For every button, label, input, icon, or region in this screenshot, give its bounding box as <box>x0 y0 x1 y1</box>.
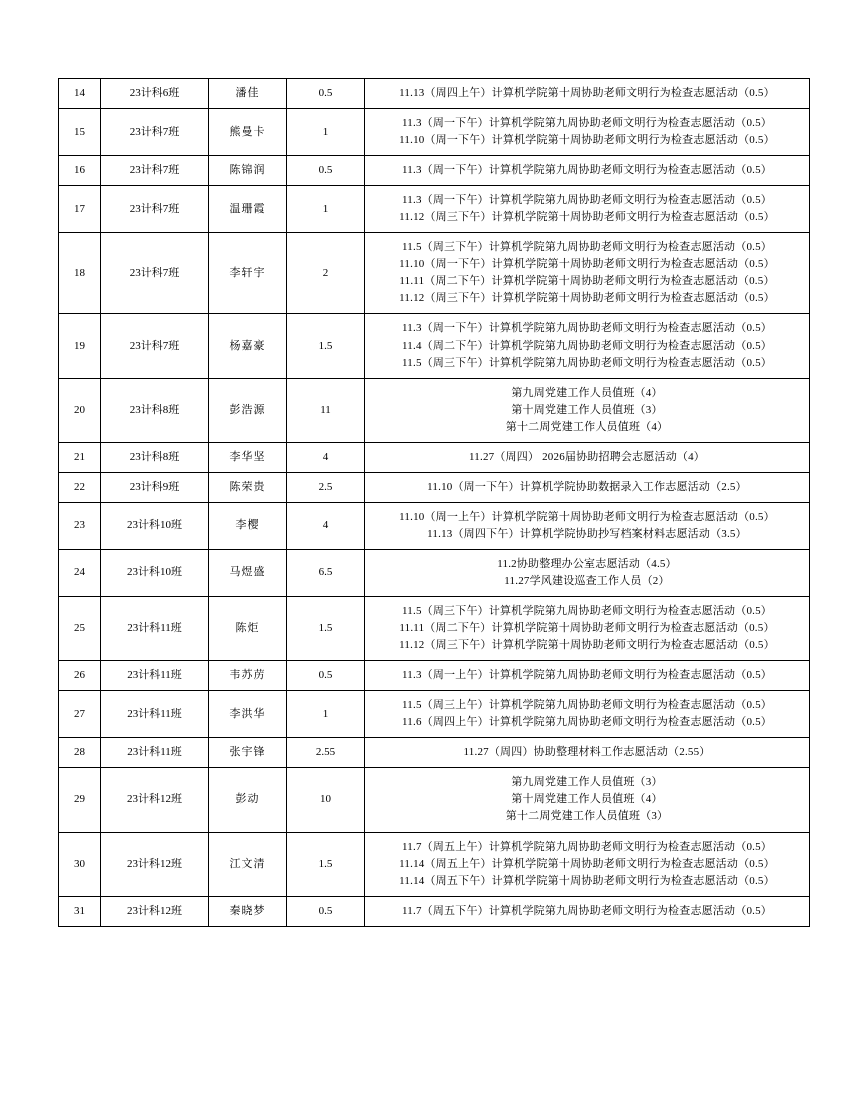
table-row <box>59 109 810 156</box>
row-index-cell: 17 <box>59 186 101 233</box>
row-hours-cell: 2 <box>287 233 365 314</box>
detail-line: 11.27（周四） 2026届协助招聘会志愿活动（4） <box>469 450 705 463</box>
row-class-cell: 23计科8班 <box>101 442 209 472</box>
row-name-cell: 温珊霞 <box>209 186 287 233</box>
row-detail-cell <box>365 549 810 596</box>
table-row <box>59 378 810 442</box>
detail-line: 11.11（周二下午）计算机学院第十周协助老师文明行为检查志愿活动（0.5） <box>399 275 775 288</box>
row-class-cell: 23计科10班 <box>101 549 209 596</box>
row-detail-cell <box>365 109 810 156</box>
table-row <box>59 472 810 502</box>
row-index-cell: 31 <box>59 896 101 926</box>
detail-line: 11.10（周一上午）计算机学院第十周协助老师文明行为检查志愿活动（0.5） <box>399 510 775 523</box>
detail-line: 11.3（周一下午）计算机学院第九周协助老师文明行为检查志愿活动（0.5） <box>402 117 772 130</box>
row-class-cell: 23计科6班 <box>101 79 209 109</box>
table-row <box>59 549 810 596</box>
row-hours-cell: 2.55 <box>287 738 365 768</box>
detail-line: 11.14（周五上午）计算机学院第十周协助老师文明行为检查志愿活动（0.5） <box>399 857 775 870</box>
detail-line: 11.3（周一下午）计算机学院第九周协助老师文明行为检查志愿活动（0.5） <box>402 194 772 207</box>
row-index-cell: 22 <box>59 472 101 502</box>
row-hours-cell: 6.5 <box>287 549 365 596</box>
row-detail-cell <box>365 691 810 738</box>
row-detail-cell <box>365 442 810 472</box>
detail-line: 11.5（周三下午）计算机学院第九周协助老师文明行为检查志愿活动（0.5） <box>402 241 772 254</box>
row-hours-cell: 1 <box>287 691 365 738</box>
detail-line: 11.3（周一上午）计算机学院第九周协助老师文明行为检查志愿活动（0.5） <box>402 669 772 682</box>
row-class-cell: 23计科7班 <box>101 233 209 314</box>
row-index-cell: 26 <box>59 661 101 691</box>
row-class-cell: 23计科11班 <box>101 597 209 661</box>
detail-line: 11.12（周三下午）计算机学院第十周协助老师文明行为检查志愿活动（0.5） <box>399 639 775 652</box>
row-detail-cell <box>365 378 810 442</box>
row-hours-cell: 1.5 <box>287 597 365 661</box>
detail-line: 第九周党建工作人员值班（3） <box>511 776 663 789</box>
row-index-cell: 19 <box>59 314 101 378</box>
row-detail-cell <box>365 597 810 661</box>
table-body <box>59 79 810 927</box>
row-index-cell: 24 <box>59 549 101 596</box>
row-detail-cell <box>365 661 810 691</box>
row-name-cell: 李华坚 <box>209 442 287 472</box>
table-row <box>59 186 810 233</box>
table-row <box>59 314 810 378</box>
row-name-cell: 陈锦润 <box>209 156 287 186</box>
row-class-cell: 23计科12班 <box>101 768 209 832</box>
row-index-cell: 25 <box>59 597 101 661</box>
row-index-cell: 29 <box>59 768 101 832</box>
row-index-cell: 15 <box>59 109 101 156</box>
row-detail-cell <box>365 832 810 896</box>
table-row <box>59 233 810 314</box>
detail-line: 11.13（周四下午）计算机学院协助抄写档案材料志愿活动（3.5） <box>427 527 747 540</box>
detail-line: 11.2协助整理办公室志愿活动（4.5） <box>497 557 677 570</box>
detail-line: 11.12（周三下午）计算机学院第十周协助老师文明行为检查志愿活动（0.5） <box>399 292 775 305</box>
row-hours-cell: 1 <box>287 109 365 156</box>
row-class-cell: 23计科10班 <box>101 502 209 549</box>
detail-line: 11.10（周一下午）计算机学院第十周协助老师文明行为检查志愿活动（0.5） <box>399 258 775 271</box>
row-name-cell: 彭动 <box>209 768 287 832</box>
detail-line: 11.5（周三下午）计算机学院第九周协助老师文明行为检查志愿活动（0.5） <box>402 356 772 369</box>
row-class-cell: 23计科9班 <box>101 472 209 502</box>
row-index-cell: 20 <box>59 378 101 442</box>
row-name-cell: 李洪华 <box>209 691 287 738</box>
detail-line: 第十二周党建工作人员值班（4） <box>505 420 669 433</box>
detail-line: 11.27学风建设巡查工作人员（2） <box>504 574 670 587</box>
row-hours-cell: 0.5 <box>287 79 365 109</box>
detail-line: 11.3（周一下午）计算机学院第九周协助老师文明行为检查志愿活动（0.5） <box>402 164 772 177</box>
detail-line: 11.10（周一下午）计算机学院协助数据录入工作志愿活动（2.5） <box>427 480 747 493</box>
row-detail-cell <box>365 156 810 186</box>
table-row <box>59 896 810 926</box>
detail-line: 11.11（周二下午）计算机学院第十周协助老师文明行为检查志愿活动（0.5） <box>399 622 775 635</box>
row-hours-cell: 1.5 <box>287 832 365 896</box>
detail-line: 11.7（周五上午）计算机学院第九周协助老师文明行为检查志愿活动（0.5） <box>402 840 772 853</box>
row-class-cell: 23计科11班 <box>101 661 209 691</box>
row-class-cell: 23计科7班 <box>101 314 209 378</box>
detail-line: 第十二周党建工作人员值班（3） <box>505 810 669 823</box>
row-index-cell: 27 <box>59 691 101 738</box>
row-index-cell: 23 <box>59 502 101 549</box>
row-name-cell: 秦晓梦 <box>209 896 287 926</box>
table-row <box>59 156 810 186</box>
row-detail-cell <box>365 502 810 549</box>
row-hours-cell: 0.5 <box>287 156 365 186</box>
row-class-cell: 23计科11班 <box>101 738 209 768</box>
row-name-cell: 马煜盛 <box>209 549 287 596</box>
detail-line: 11.7（周五下午）计算机学院第九周协助老师文明行为检查志愿活动（0.5） <box>402 904 772 917</box>
table-row <box>59 738 810 768</box>
row-hours-cell: 0.5 <box>287 896 365 926</box>
detail-line: 11.13（周四上午）计算机学院第十周协助老师文明行为检查志愿活动（0.5） <box>399 87 775 99</box>
row-name-cell: 杨嘉豪 <box>209 314 287 378</box>
row-detail-cell <box>365 186 810 233</box>
detail-line: 11.14（周五下午）计算机学院第十周协助老师文明行为检查志愿活动（0.5） <box>399 874 775 887</box>
row-class-cell: 23计科7班 <box>101 156 209 186</box>
detail-line: 11.6（周四上午）计算机学院第九周协助老师文明行为检查志愿活动（0.5） <box>402 716 772 729</box>
row-name-cell: 韦苏苈 <box>209 661 287 691</box>
row-class-cell: 23计科12班 <box>101 896 209 926</box>
row-class-cell: 23计科7班 <box>101 186 209 233</box>
row-detail-cell <box>365 233 810 314</box>
volunteer-records-table <box>58 78 810 927</box>
row-name-cell: 陈炬 <box>209 597 287 661</box>
table-row <box>59 442 810 472</box>
row-detail-cell <box>365 896 810 926</box>
row-class-cell: 23计科11班 <box>101 691 209 738</box>
table-row <box>59 661 810 691</box>
row-hours-cell: 10 <box>287 768 365 832</box>
detail-line: 11.5（周三下午）计算机学院第九周协助老师文明行为检查志愿活动（0.5） <box>402 605 772 618</box>
table-row <box>59 768 810 832</box>
detail-line: 11.27（周四）协助整理材料工作志愿活动（2.55） <box>463 746 711 759</box>
row-hours-cell: 0.5 <box>287 661 365 691</box>
table-row <box>59 691 810 738</box>
row-name-cell: 陈荣贵 <box>209 472 287 502</box>
row-detail-cell <box>365 738 810 768</box>
row-detail-cell <box>365 314 810 378</box>
row-name-cell: 李轩宇 <box>209 233 287 314</box>
row-index-cell: 21 <box>59 442 101 472</box>
row-hours-cell: 1 <box>287 186 365 233</box>
row-hours-cell: 1.5 <box>287 314 365 378</box>
row-detail-cell <box>365 79 810 109</box>
detail-line: 第十周党建工作人员值班（4） <box>511 793 663 806</box>
row-name-cell: 江文清 <box>209 832 287 896</box>
row-name-cell: 熊曼卡 <box>209 109 287 156</box>
row-index-cell: 18 <box>59 233 101 314</box>
row-class-cell: 23计科12班 <box>101 832 209 896</box>
row-class-cell: 23计科7班 <box>101 109 209 156</box>
row-hours-cell: 11 <box>287 378 365 442</box>
row-index-cell: 30 <box>59 832 101 896</box>
row-class-cell: 23计科8班 <box>101 378 209 442</box>
row-hours-cell: 4 <box>287 442 365 472</box>
row-detail-cell <box>365 472 810 502</box>
row-name-cell: 潘佳 <box>209 79 287 109</box>
detail-line: 第十周党建工作人员值班（3） <box>511 403 663 416</box>
detail-line: 11.10（周一下午）计算机学院第十周协助老师文明行为检查志愿活动（0.5） <box>399 134 775 147</box>
table-row <box>59 597 810 661</box>
table-row <box>59 832 810 896</box>
table-row <box>59 79 810 109</box>
row-hours-cell: 2.5 <box>287 472 365 502</box>
row-name-cell: 李樱 <box>209 502 287 549</box>
detail-line: 11.4（周二下午）计算机学院第九周协助老师文明行为检查志愿活动（0.5） <box>402 339 772 352</box>
detail-line: 11.3（周一下午）计算机学院第九周协助老师文明行为检查志愿活动（0.5） <box>402 322 772 335</box>
detail-line: 11.12（周三下午）计算机学院第十周协助老师文明行为检查志愿活动（0.5） <box>399 211 775 224</box>
row-name-cell: 张宇锋 <box>209 738 287 768</box>
row-detail-cell <box>365 768 810 832</box>
table-row <box>59 502 810 549</box>
row-index-cell: 16 <box>59 156 101 186</box>
row-name-cell: 彭浩源 <box>209 378 287 442</box>
detail-line: 第九周党建工作人员值班（4） <box>511 386 663 399</box>
row-hours-cell: 4 <box>287 502 365 549</box>
row-index-cell: 14 <box>59 79 101 109</box>
row-index-cell: 28 <box>59 738 101 768</box>
detail-line: 11.5（周三上午）计算机学院第九周协助老师文明行为检查志愿活动（0.5） <box>402 699 772 712</box>
